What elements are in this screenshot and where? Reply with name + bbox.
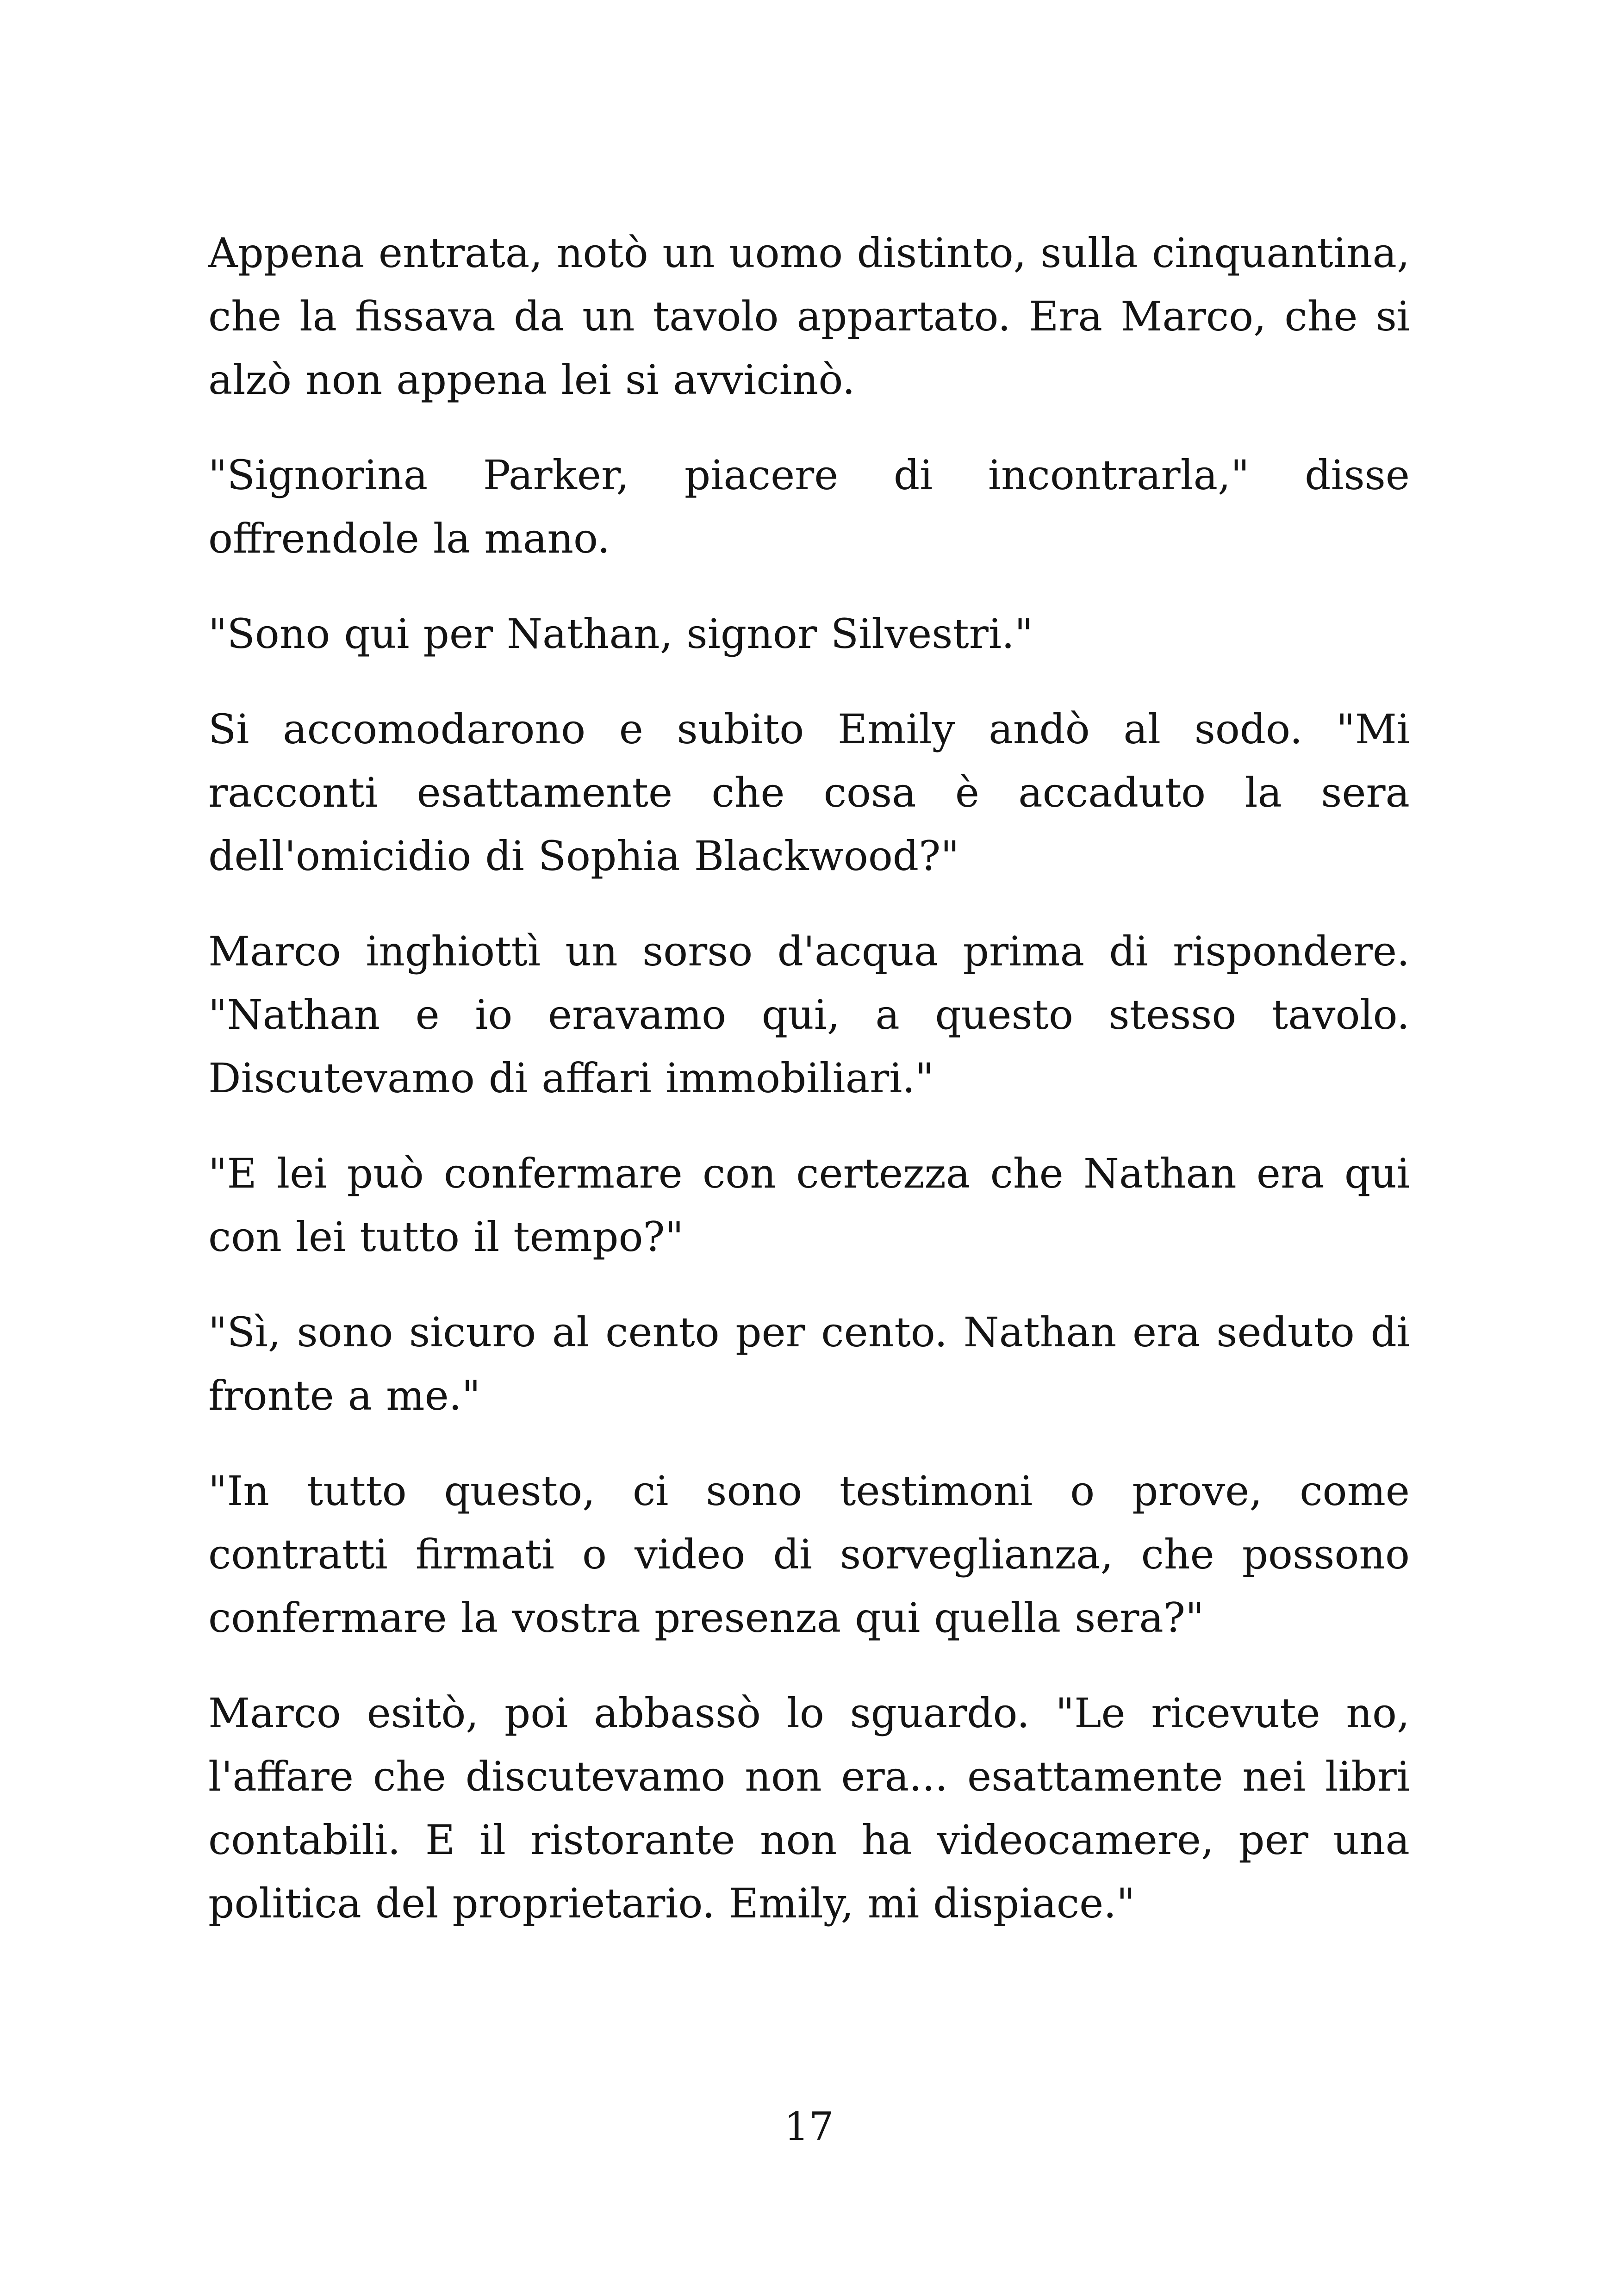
paragraph: "In tutto questo, ci sono testimoni o prove, come contratti firmati o video di sorveglianza, che possono confermare la vostra presenza qui quella sera?" (208, 1467, 1410, 1642)
paragraph: "Sì, sono sicuro al cento per cento. Nathan era seduto di fronte a me." (208, 1308, 1410, 1419)
paragraph: Appena entrata, notò un uomo distinto, sulla cinquantina, che la fissava da un tavolo appartato. Era Marco, che si alzò non appena lei si avvicinò. (208, 229, 1410, 404)
body-text (208, 221, 1410, 1967)
paragraph: Marco inghiottì un sorso d'acqua prima di rispondere. "Nathan e io eravamo qui, a questo stesso tavolo. Discutevamo di affari immobiliari." (208, 927, 1410, 1102)
paragraph: "Sono qui per Nathan, signor Silvestri." (208, 610, 1033, 658)
paragraph: "Signorina Parker, piacere di incontrarla," disse offrendole la mano. (208, 451, 1410, 562)
paragraph: "E lei può confermare con certezza che Nathan era qui con lei tutto il tempo?" (208, 1150, 1410, 1261)
paragraph: Marco esitò, poi abbassò lo sguardo. "Le ricevute no, l'affare che discutevamo non era... esattamente nei libri contabili. E il ristorante non ha videocamere, per una politica del proprietario. Emily, mi dispiace." (208, 1689, 1410, 1927)
paragraph: Si accomodarono e subito Emily andò al sodo. "Mi racconti esattamente che cosa è accaduto la sera dell'omicidio di Sophia Blackwood?" (208, 705, 1410, 880)
page-number: 17 (784, 2104, 834, 2149)
